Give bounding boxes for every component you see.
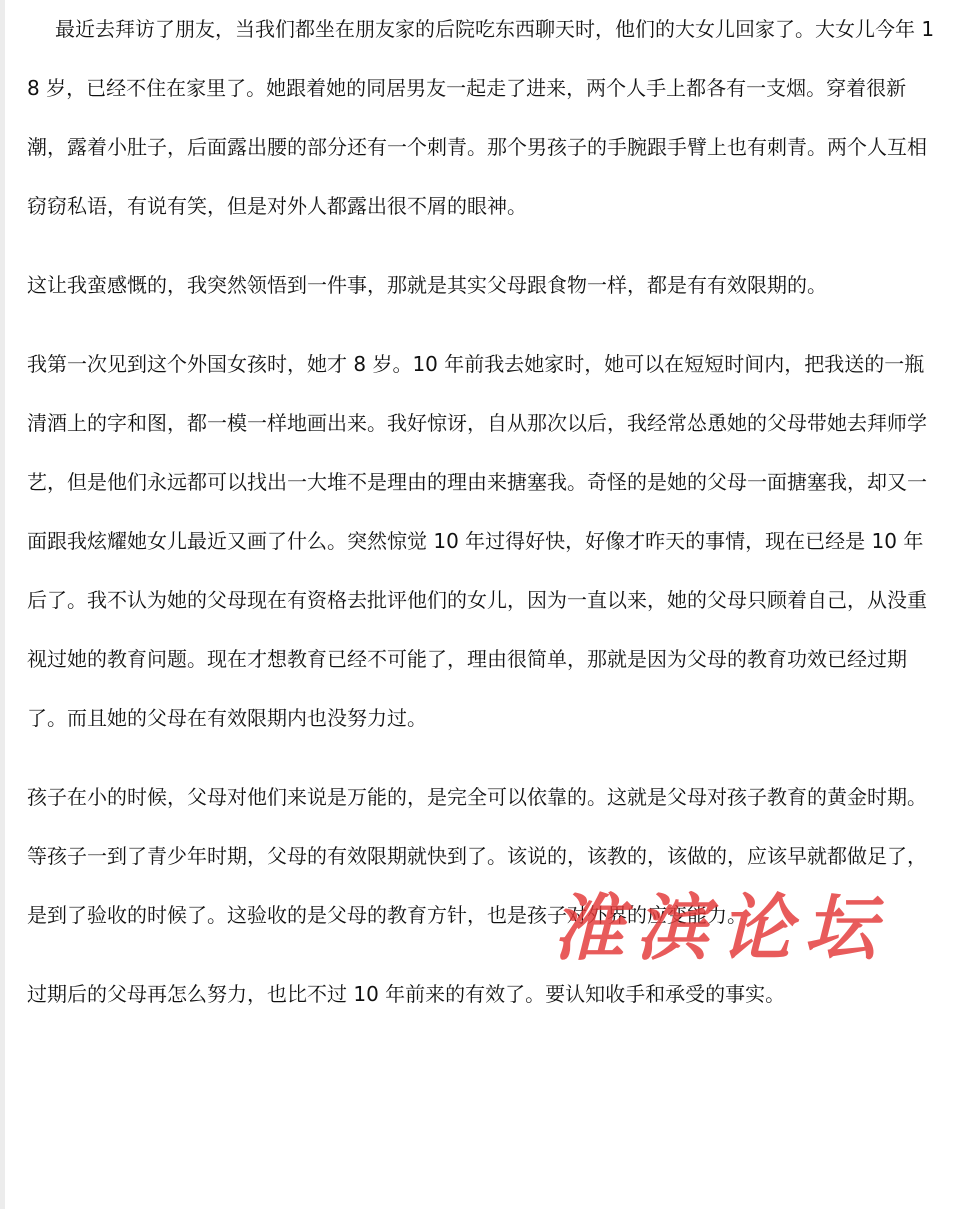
article-paragraph-5: 过期后的父母再怎么努力，也比不过 10 年前来的有效了。要认知收手和承受的事实。 xyxy=(27,982,786,1006)
page-left-border xyxy=(0,0,5,1209)
article-paragraph-2: 这让我蛮感慨的，我突然领悟到一件事，那就是其实父母跟食物一样，都是有有效限期的。 xyxy=(27,273,827,297)
article-paragraph-3: 我第一次见到这个外国女孩时，她才 8 岁。10 年前我去她家时，她可以在短短时间内，把我送的一瓶清酒上的字和图，都一模一样地画出来。我好惊讶，自从那次以后，我经常怂恿她的父母带她去拜师学艺，但是他们永远都可以找出一大堆不是理由的理由来搪塞我。奇怪的是她的父母一面搪塞我，却又一面跟我炫耀她女儿最近又画了什么。突然惊觉 10 年过得好快，好像才昨天的事情，现在已经是 10 年后了。我不认为她的父母现在有资格去批评他们的女儿，因为一直以来，她的父母只顾着自己，从没重视过她的教育问题。现在才想教育已经不可能了，理由很简单，那就是因为父母的教育功效已经过期了。而且她的父母在有效限期内也没努力过。 xyxy=(27,352,927,730)
article-paragraph-4: 孩子在小的时候，父母对他们来说是万能的，是完全可以依靠的。这就是父母对孩子教育的黄金时期。等孩子一到了青少年时期，父母的有效限期就快到了。该说的，该教的，该做的，应该早就都做足了，是到了验收的时候了。这验收的是父母的教育方针，也是孩子对外界的应变能力。 xyxy=(27,785,927,927)
watermark-text: 淮滨论坛 xyxy=(552,885,889,970)
article-body xyxy=(27,0,937,1044)
article-paragraph-1: 最近去拜访了朋友，当我们都坐在朋友家的后院吃东西聊天时，他们的大女儿回家了。大女儿今年 18 岁，已经不住在家里了。她跟着她的同居男友一起走了进来，两个人手上都各有一支烟。穿着很新潮，露着小肚子，后面露出腰的部分还有一个刺青。那个男孩子的手腕跟手臂上也有刺青。两个人互相窃窃私语，有说有笑，但是对外人都露出很不屑的眼神。 xyxy=(27,17,935,218)
